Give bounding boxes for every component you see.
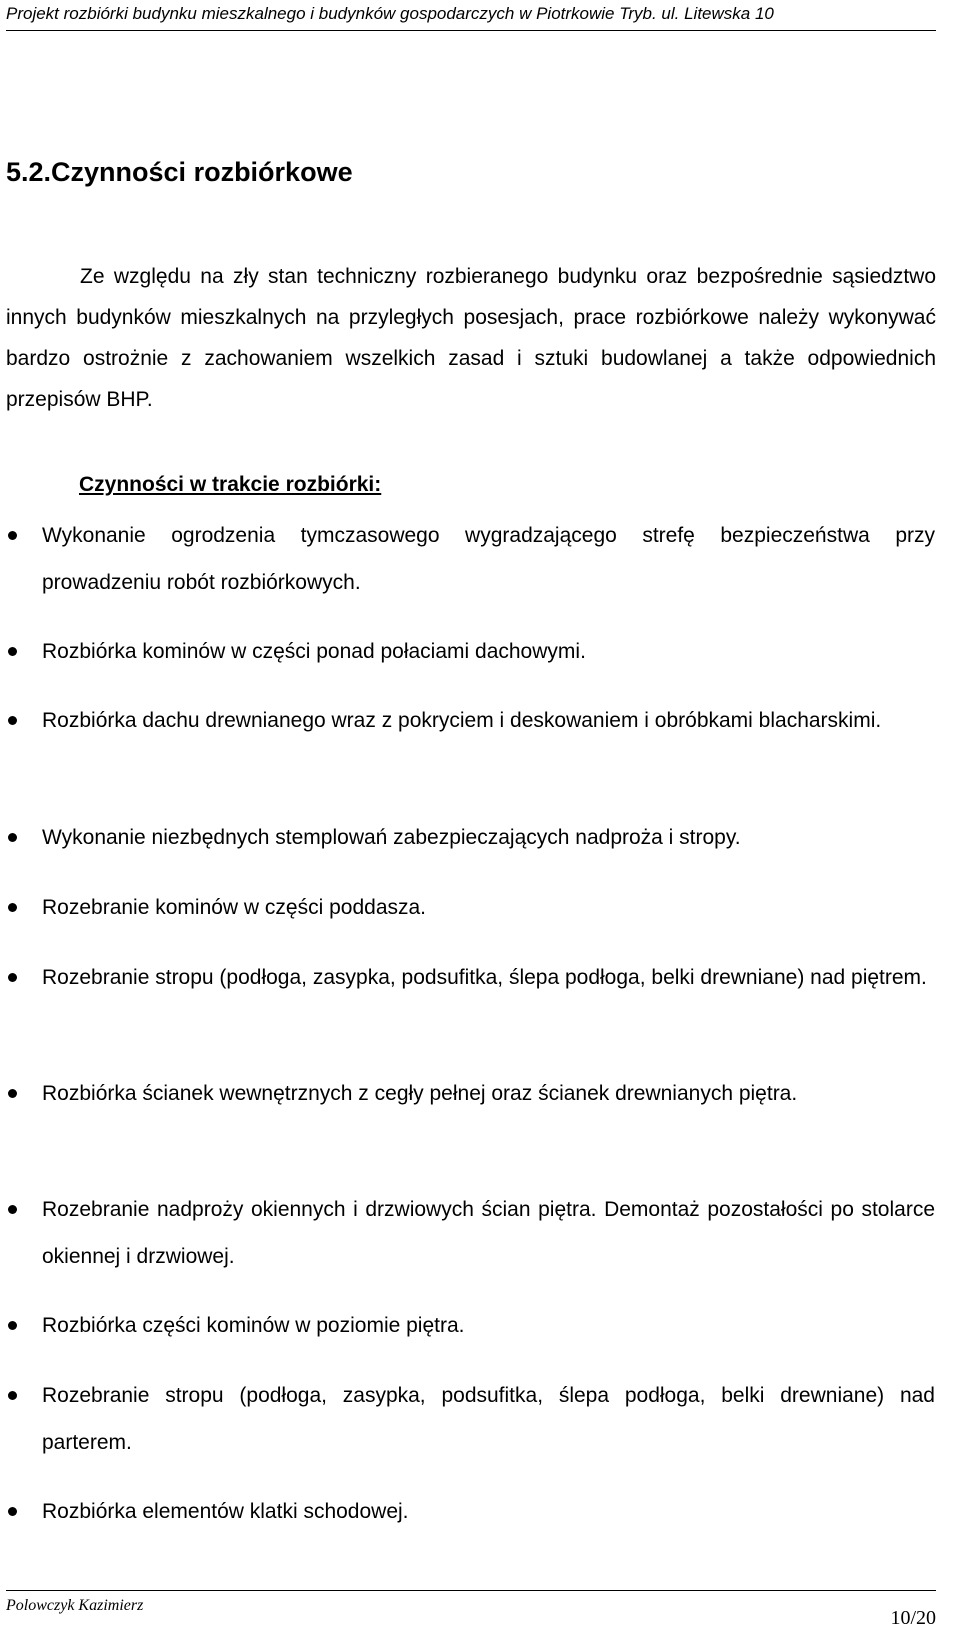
list-item-text: Rozbiórka kominów w części ponad połaciami dachowymi. xyxy=(42,640,586,663)
bullet-icon xyxy=(8,973,17,982)
page-header xyxy=(6,2,936,31)
intro-paragraph: Ze względu na zły stan techniczny rozbieranego budynku oraz bezpośrednie sąsiedztwo innych budynków mieszkalnych na przyległych posesjach, prace rozbiórkowe należy wykonywać bardzo ostrożnie z zachowaniem wszelkich zasad i sztuki budowlanej a także odpowiednich przepisów BHP. xyxy=(6,265,936,411)
list-item-text: Rozbiórka ścianek wewnętrznych z cegły pełnej oraz ścianek drewnianych piętra. xyxy=(42,1082,798,1105)
bullet-icon xyxy=(8,1205,17,1214)
bullet-icon xyxy=(8,1321,17,1330)
document-title: Projekt rozbiórki budynku mieszkalnego i budynków gospodarczych w Piotrkowie Tryb. ul. Litewska 10 xyxy=(6,4,774,23)
bullet-icon xyxy=(8,531,17,540)
list-item-text: Rozebranie stropu (podłoga, zasypka, podsufitka, ślepa podłoga, belki drewniane) nad parterem. xyxy=(42,1384,935,1454)
bullet-icon xyxy=(8,716,17,725)
page-number: 10/20 xyxy=(890,1607,936,1629)
list-item-text: Rozebranie stropu (podłoga, zasypka, podsufitka, ślepa podłoga, belki drewniane) nad piętrem. xyxy=(42,966,927,989)
list-item-text: Rozbiórka dachu drewnianego wraz z pokryciem i deskowaniem i obróbkami blacharskimi. xyxy=(42,709,882,732)
list-item-text: Wykonanie ogrodzenia tymczasowego wygradzającego strefę bezpieczeństwa przy prowadzeniu robót rozbiórkowych. xyxy=(42,524,935,594)
list-subheading: Czynności w trakcie rozbiórki: xyxy=(79,473,382,496)
bullet-icon xyxy=(8,1089,17,1098)
list-item-text: Rozbiórka elementów klatki schodowej. xyxy=(42,1500,409,1523)
bullet-icon xyxy=(8,903,17,912)
footer-author: Polowczyk Kazimierz xyxy=(6,1597,144,1614)
bullet-icon xyxy=(8,1391,17,1400)
section-heading: 5.2.Czynności rozbiórkowe xyxy=(6,157,353,187)
list-item-text: Rozebranie nadproży okiennych i drzwiowych ścian piętra. Demontaż pozostałości po stolarce okiennej i drzwiowej. xyxy=(42,1198,935,1268)
page-footer xyxy=(6,1590,936,1635)
list-item-text: Wykonanie niezbędnych stemplowań zabezpieczających nadproża i stropy. xyxy=(42,826,741,849)
bullet-icon xyxy=(8,647,17,656)
list-item-text: Rozebranie kominów w części poddasza. xyxy=(42,896,427,919)
list-item-text: Rozbiórka części kominów w poziomie piętra. xyxy=(42,1314,465,1337)
bullet-icon xyxy=(8,833,17,842)
bullet-icon xyxy=(8,1507,17,1516)
